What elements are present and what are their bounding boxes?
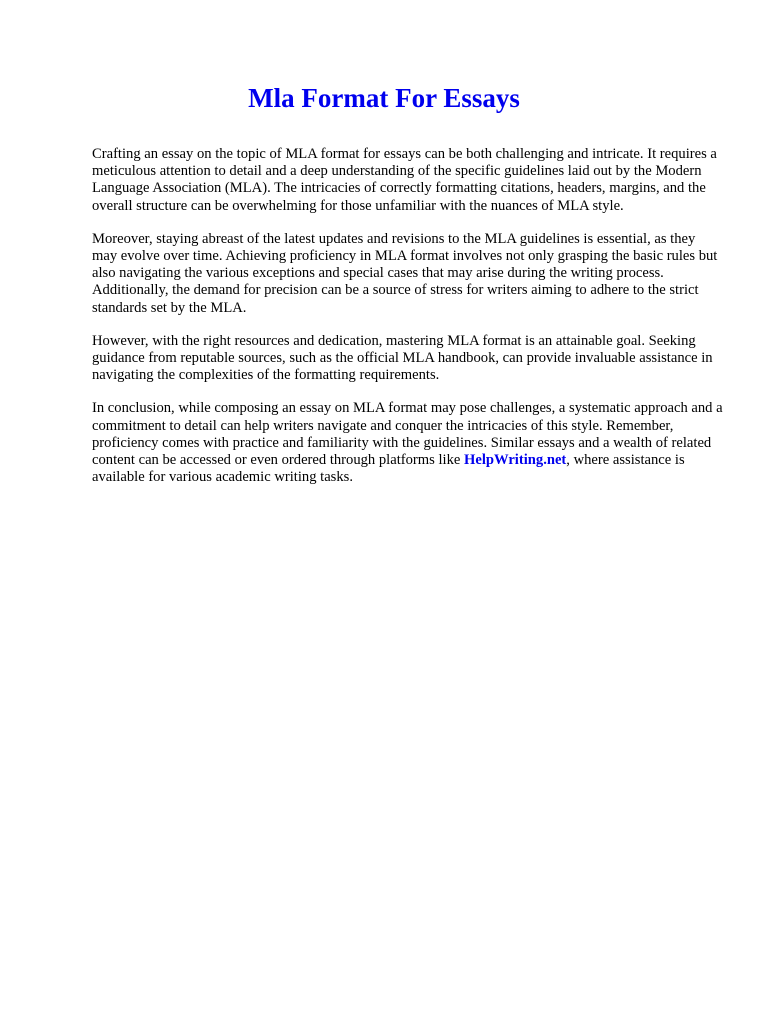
paragraph-4-text-after-link: , where assistance is available for various academic writing tasks. bbox=[92, 452, 685, 486]
paragraph-1: Crafting an essay on the topic of MLA format for essays can be both challenging and intricate. It requires a meticulous attention to detail and a deep understanding of the specific guidelines laid out by the Modern Language Association (MLA). The intricacies of correctly formatting citations, headers, margins, and the overall structure can be overwhelming for those unfamiliar with the nuances of MLA style. bbox=[92, 146, 717, 214]
paragraph-4-text-before-link: In conclusion, while composing an essay on MLA format may pose challenges, a systematic approach and a commitment to detail can help writers navigate and conquer the intricacies of this style. Remember, proficiency comes with practice and familiarity with the guidelines. Similar essays and a wealth of related content can be accessed or even ordered through platforms like bbox=[92, 400, 723, 469]
paragraph-2: Moreover, staying abreast of the latest updates and revisions to the MLA guidelines is essential, as they may evolve over time. Achieving proficiency in MLA format involves not only grasping the basic rules but also navigating the various exceptions and special cases that may arise during the writing process. Additionally, the demand for precision can be a source of stress for writers aiming to adhere to the strict standards set by the MLA. bbox=[92, 230, 718, 316]
paragraph-3: However, with the right resources and dedication, mastering MLA format is an attainable goal. Seeking guidance from reputable sources, such as the official MLA handbook, can provide invaluable assistance in navigating the complexities of the formatting requirements. bbox=[92, 332, 713, 384]
paragraph-4 bbox=[92, 400, 724, 486]
document-body bbox=[92, 146, 724, 502]
document-title: Mla Format For Essays bbox=[248, 83, 520, 113]
helpwriting-link[interactable]: HelpWriting.net bbox=[464, 452, 567, 469]
